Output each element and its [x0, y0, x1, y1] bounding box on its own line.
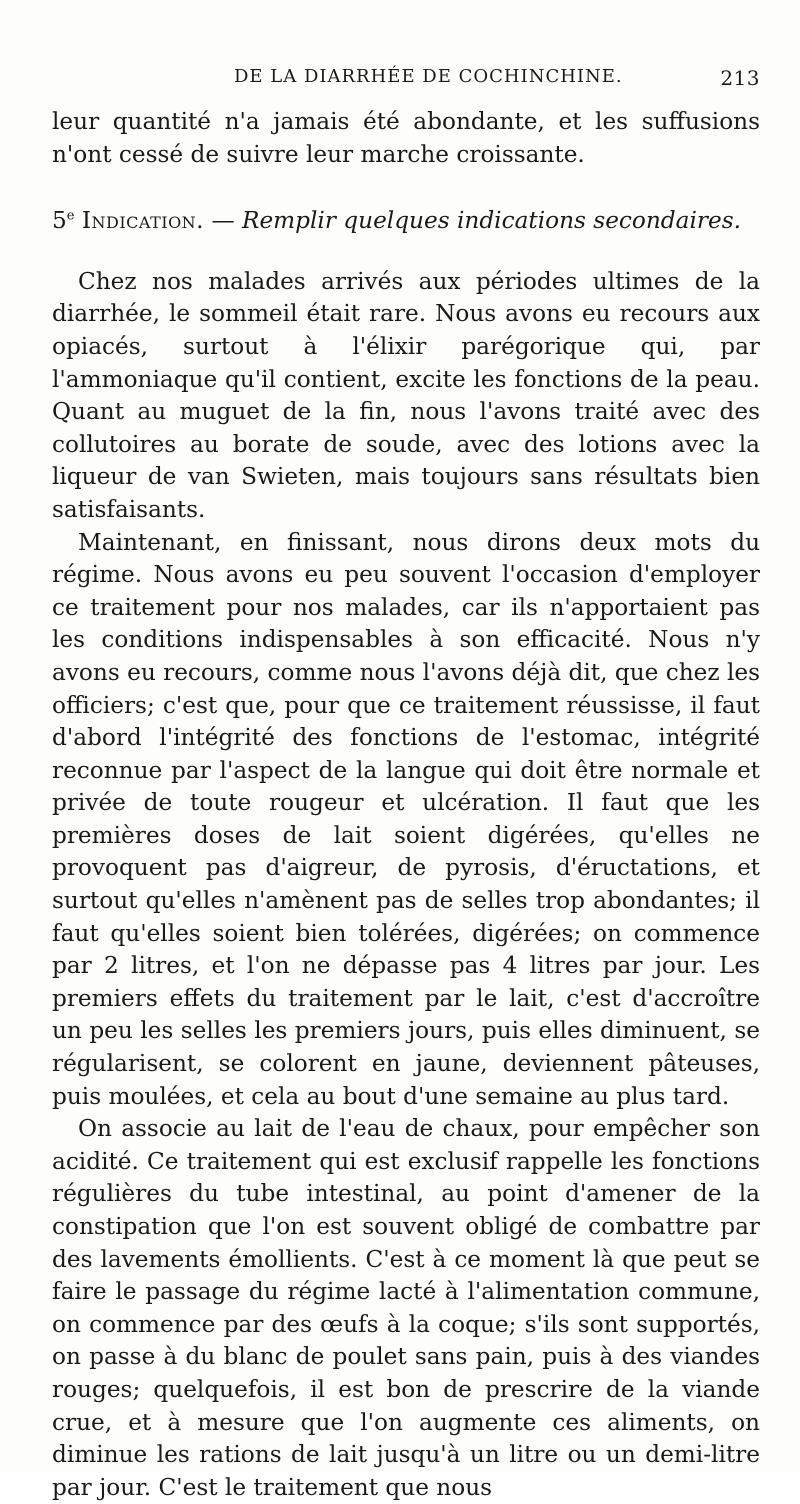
paragraph-sleep-treatment: Chez nos malades arrivés aux périodes ultimes de la diarrhée, le sommeil était rare. Nous avons eu recours aux opiacés, surtout à l'élixir parégorique qui, par l'ammoniaque qu'il contient, excite les fonctions de la peau. Quant au muguet de la fin, nous l'avons traité avec des collutoires au borate de soude, avec des lotions avec la liqueur de van Swieten, mais toujours sans résultats bien satisfaisants. [52, 267, 760, 523]
running-title: DE LA DIARRHÉE DE COCHINCHINE. [234, 66, 623, 87]
paragraph-regime: Maintenant, en finissant, nous dirons deux mots du régime. Nous avons eu peu souvent l'occasion d'employer ce traitement pour nos malades, car ils n'apportaient pas les conditions indispensables à son efficacité. Nous n'y avons eu recours, comme nous l'avons déjà dit, que chez les officiers; c'est que, pour que ce traitement réussisse, il faut d'abord l'intégrité des fonctions de l'estomac, intégrité reconnue par l'aspect de la langue qui doit être normale et privée de toute rougeur et ulcération. Il faut que les premières doses de lait soient digérées, qu'elles ne provoquent pas d'aigreur, de pyrosis, d'éructations, et surtout qu'elles n'amènent pas de selles trop abondantes; il faut qu'elles soient bien tolérées, digérées; on commence par 2 litres, et l'on ne dépasse pas 4 litres par jour. Les premiers effets du traitement par le lait, c'est d'accroître un peu les selles les premiers jours, puis elles diminuent, se régularisent, se colorent en jaune, deviennent pâteuses, puis moulées, et cela au bout d'une semaine au plus tard. [52, 528, 760, 1110]
heading-dash: — [211, 207, 235, 235]
heading-number-suffix: e [66, 208, 75, 224]
page-number: 213 [720, 66, 760, 90]
text-block [52, 106, 760, 1504]
paragraph-continuation: leur quantité n'a jamais été abondante, et les suffusions n'ont cessé de suivre leur marche croissante. [52, 108, 760, 168]
heading-number-value: 5 [52, 207, 67, 235]
running-head [52, 66, 764, 96]
heading-title: Remplir quelques indications secondaires. [242, 207, 741, 235]
heading-number [52, 207, 74, 234]
section-heading [52, 205, 760, 238]
heading-label: Indication. [81, 207, 205, 235]
paragraph-lime-water: On associe au lait de l'eau de chaux, pour empêcher son acidité. Ce traitement qui est exclusif rappelle les fonctions régulières du tube intestinal, au point d'amener de la constipation que l'on est souvent obligé de combattre par des lavements émollients. C'est à ce moment là que peut se faire le passage du régime lacté à l'alimentation commune, on commence par des œufs à la coque; s'ils sont supportés, on passe à du blanc de poulet sans pain, puis à des viandes rouges; quelquefois, il est bon de prescrire de la viande crue, et à mesure que l'on augmente ces aliments, on diminue les rations de lait jusqu'à un litre ou un demi-litre par jour. C'est le traitement que nous [52, 1115, 760, 1501]
